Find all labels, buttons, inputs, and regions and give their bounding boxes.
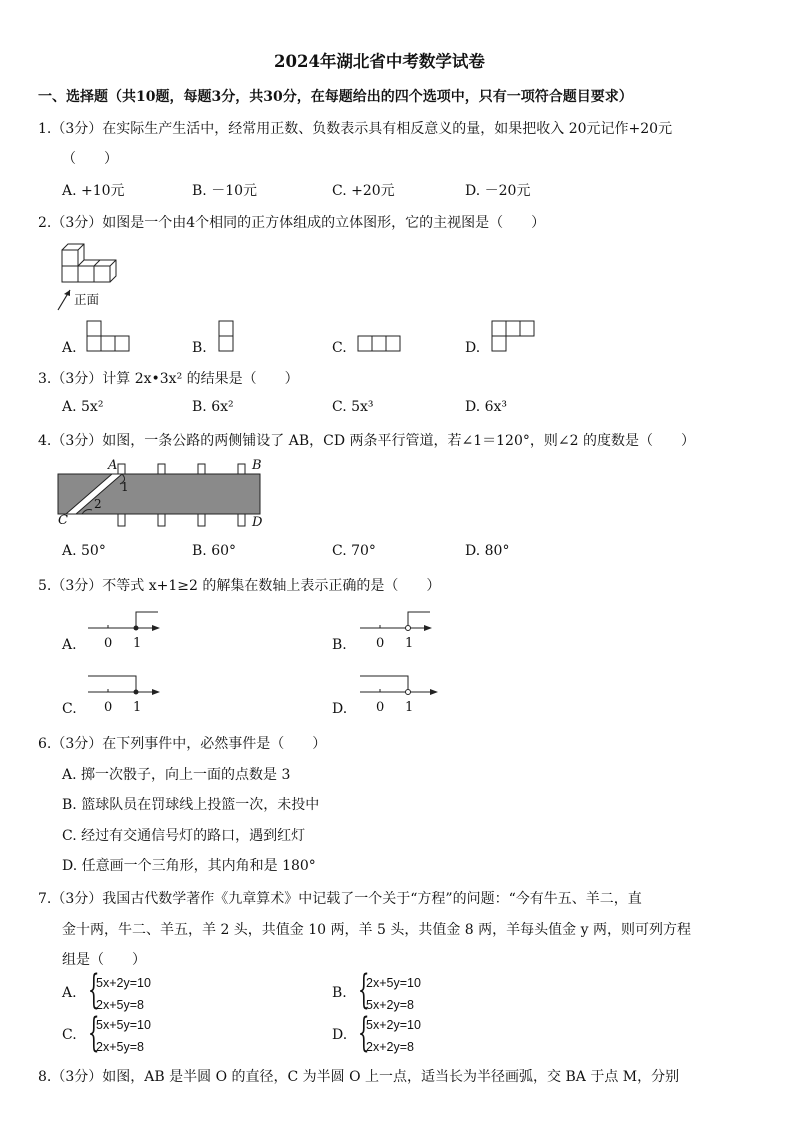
q7-stem-line3: 组是（ ） (62, 952, 146, 968)
q5-option-b-numberline (358, 608, 438, 634)
q5-stem: 5.（3分）不等式 x+1≥2 的解集在数轴上表示正确的是（ ） (38, 578, 441, 594)
q4-label-angle1: 1 (121, 480, 129, 494)
section-header: 一、选择题（共10题，每题3分，共30分，在每题给出的四个选项中，只有一项符合题目要求） (38, 89, 633, 105)
q3-option-d: D. 6x³ (465, 399, 508, 415)
q4-option-d: D. 80° (465, 543, 510, 559)
q2-option-b-label: B. (192, 340, 207, 356)
q2-option-d-label: D. (465, 340, 481, 356)
q5-c-tick-0: 0 (104, 700, 113, 715)
q2-stem: 2.（3分）如图是一个由4个相同的正方体组成的立体图形，它的主视图是（ ） (38, 215, 546, 231)
q7-option-b-eq1: 2x+5y=10 (366, 976, 421, 990)
q7-option-d-system (366, 1014, 421, 1058)
q4-option-b: B. 60° (192, 543, 237, 559)
q7-option-a-eq1: 5x+2y=10 (96, 976, 151, 990)
q4-label-c: C (58, 513, 68, 528)
q4-label-a: A (108, 458, 118, 473)
q7-option-b-eq2: 5x+2y=8 (366, 998, 414, 1012)
q4-label-d: D (252, 515, 263, 530)
q7-option-c-eq2: 2x+5y=8 (96, 1040, 144, 1054)
q2-option-c-label: C. (332, 340, 347, 356)
q2-option-a-label: A. (62, 340, 77, 356)
q2-front-label: 正面 (74, 292, 100, 307)
q1-option-c: C. +20元 (332, 183, 395, 199)
q5-option-c-label: C. (62, 701, 77, 717)
q1-stem: 1.（3分）在实际生产生活中，经常用正数、负数表示具有相反意义的量，如果把收入 20元记作+20元 (38, 121, 673, 137)
q5-b-tick-1: 1 (405, 636, 414, 651)
q7-stem: 7.（3分）我国古代数学著作《九章算术》中记载了一个关于“方程”的问题：“今有牛五、羊二，直 (38, 891, 642, 907)
q4-stem: 4.（3分）如图，一条公路的两侧铺设了 AB，CD 两条平行管道，若∠1＝120°，则∠2 的度数是（ ） (38, 433, 695, 449)
q5-option-c-numberline (86, 672, 166, 698)
q5-a-tick-0: 0 (104, 636, 113, 651)
q7-option-c-brace: { (88, 1010, 100, 1056)
q2-option-b-figure (218, 320, 238, 354)
q5-option-d-numberline (358, 672, 442, 698)
q5-option-d-label: D. (332, 701, 348, 717)
q7-option-d-label: D. (332, 1027, 348, 1043)
q5-a-tick-1: 1 (133, 636, 142, 651)
q3-stem: 3.（3分）计算 2x•3x² 的结果是（ ） (38, 371, 299, 387)
q7-option-c-label: C. (62, 1027, 77, 1043)
q7-option-b-brace: { (358, 967, 370, 1013)
q5-option-a-numberline (86, 608, 166, 634)
q7-option-a-eq2: 2x+5y=8 (96, 998, 144, 1012)
q2-option-c-figure (357, 335, 405, 355)
q3-option-a: A. 5x² (62, 399, 104, 415)
q1-stem-line2: （ ） (62, 151, 118, 167)
q7-option-a-label: A. (62, 985, 77, 1001)
q1-option-a: A. +10元 (62, 183, 125, 199)
q6-option-d: D. 任意画一个三角形，其内角和是 180° (62, 858, 316, 874)
q4-option-c: C. 70° (332, 543, 376, 559)
q2-option-d-figure (491, 320, 541, 354)
q1-option-d: D. －20元 (465, 183, 531, 199)
page-title: 2024年湖北省中考数学试卷 (274, 52, 485, 71)
q4-label-b: B (252, 458, 262, 473)
q7-option-d-brace: { (358, 1010, 370, 1056)
q3-option-b: B. 6x² (192, 399, 234, 415)
q5-b-tick-0: 0 (376, 636, 385, 651)
q4-label-angle2: 2 (94, 497, 102, 511)
q1-option-b: B. －10元 (192, 183, 258, 199)
q6-stem: 6.（3分）在下列事件中，必然事件是（ ） (38, 736, 327, 752)
q8-stem: 8.（3分）如图，AB 是半圆 O 的直径，C 为半圆 O 上一点，适当长为半径画弧，交 BA 于点 M，分别 (38, 1069, 680, 1085)
q7-option-a-brace: { (88, 967, 100, 1013)
q5-d-tick-0: 0 (376, 700, 385, 715)
q5-d-tick-1: 1 (405, 700, 414, 715)
q7-option-c-eq1: 5x+5y=10 (96, 1018, 151, 1032)
q4-road-figure (56, 458, 266, 530)
q7-option-d-eq1: 5x+2y=10 (366, 1018, 421, 1032)
q7-option-d-eq2: 2x+2y=8 (366, 1040, 414, 1054)
q3-option-c: C. 5x³ (332, 399, 374, 415)
q5-c-tick-1: 1 (133, 700, 142, 715)
q7-stem-line2: 金十两，牛二、羊五，羊 2 头，共值金 10 两，羊 5 头，共值金 8 两，羊每头值金 y 两，则可列方程 (62, 922, 691, 938)
q2-option-a-figure (86, 320, 134, 354)
q6-option-a: A. 掷一次骰子，向上一面的点数是 3 (62, 767, 291, 783)
q6-option-c: C. 经过有交通信号灯的路口，遇到红灯 (62, 828, 306, 844)
q7-option-c-system (96, 1014, 151, 1058)
q7-option-b-system (366, 972, 421, 1016)
q7-option-b-label: B. (332, 985, 347, 1001)
q6-option-b: B. 篮球队员在罚球线上投篮一次，未投中 (62, 797, 320, 813)
q4-option-a: A. 50° (62, 543, 106, 559)
q5-option-a-label: A. (62, 637, 77, 653)
q7-option-a-system (96, 972, 151, 1016)
q5-option-b-label: B. (332, 637, 347, 653)
